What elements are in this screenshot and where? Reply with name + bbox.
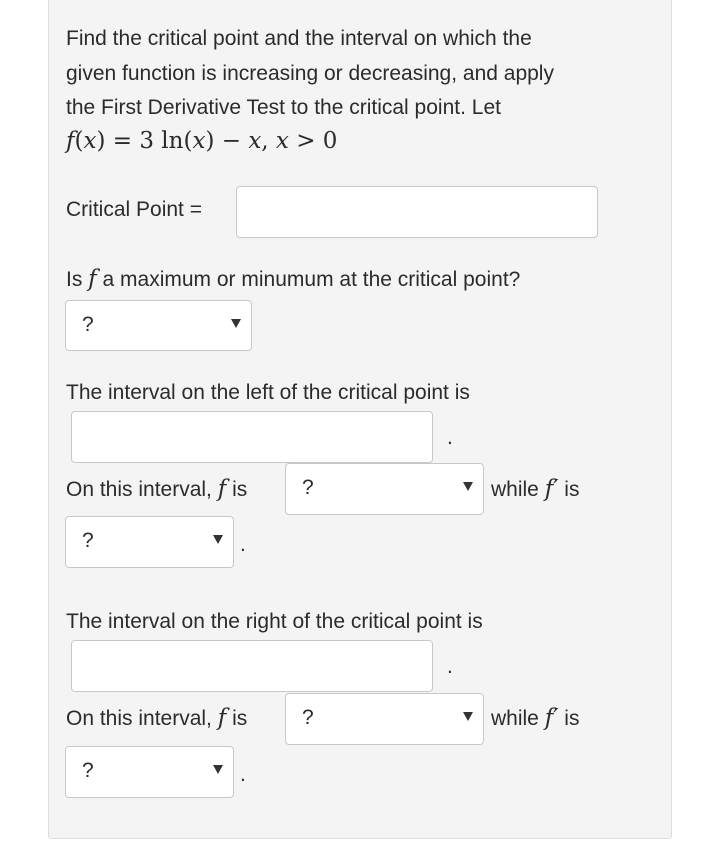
left-interval-period: . — [447, 426, 453, 449]
left-fprime-sign-select[interactable] — [65, 516, 234, 568]
chevron-down-icon — [463, 482, 473, 491]
function-expression — [66, 128, 337, 154]
critical-point-label: Critical Point = — [66, 198, 202, 221]
max-min-selected: ? — [82, 313, 94, 336]
left-f: f — [217, 476, 227, 502]
right-f: f — [217, 705, 227, 731]
right-interval-period: . — [447, 655, 453, 678]
math-x3: x — [248, 128, 262, 154]
chevron-down-icon — [463, 712, 473, 721]
left-fprime-period: . — [240, 533, 246, 556]
math-minus: ) − — [205, 128, 249, 154]
right-f-behavior-selected: ? — [302, 706, 314, 729]
math-gt: > 0 — [288, 128, 338, 154]
math-f: f — [66, 128, 75, 154]
left-while: while — [491, 478, 545, 501]
math-lparen: ( — [74, 128, 84, 154]
intro-line-2: given function is increasing or decreasing, and apply — [66, 62, 554, 85]
right-interval-label: The interval on the right of the critical point is — [66, 610, 483, 633]
right-is2: is — [558, 707, 580, 730]
left-is: is — [226, 478, 248, 501]
right-fprime-sign-selected: ? — [82, 759, 94, 782]
max-min-select[interactable] — [65, 300, 252, 351]
math-comma: , — [261, 128, 276, 154]
left-f-behavior-selected: ? — [302, 476, 314, 499]
right-interval-input[interactable] — [71, 640, 433, 692]
left-on-interval-text — [66, 477, 247, 502]
chevron-down-icon — [213, 765, 223, 774]
right-while: while — [491, 707, 545, 730]
max-min-question — [66, 267, 520, 292]
chevron-down-icon — [213, 535, 223, 544]
left-on-interval: On this interval, — [66, 478, 218, 501]
chevron-down-icon — [231, 319, 241, 328]
right-while-text — [491, 706, 579, 731]
left-fprime-sign-selected: ? — [82, 529, 94, 552]
right-on-interval: On this interval, — [66, 707, 218, 730]
intro-line-1: Find the critical point and the interval on which the — [66, 27, 532, 50]
max-min-suffix: a maximum or minumum at the critical point? — [96, 268, 521, 291]
max-min-f: f — [88, 266, 97, 292]
right-f-behavior-select[interactable] — [285, 693, 484, 745]
critical-point-input[interactable] — [236, 186, 598, 238]
left-is2: is — [558, 478, 580, 501]
right-on-interval-text — [66, 706, 247, 731]
right-fprime: f′ — [544, 705, 559, 731]
left-interval-label: The interval on the left of the critical point is — [66, 381, 470, 404]
math-x: x — [83, 128, 97, 154]
right-fprime-period: . — [240, 763, 246, 786]
left-fprime: f′ — [544, 476, 559, 502]
math-rparen: ) — [96, 128, 106, 154]
intro-line-3: the First Derivative Test to the critical point. Let — [66, 96, 501, 119]
left-while-text — [491, 477, 579, 502]
left-interval-input[interactable] — [71, 411, 433, 463]
math-x2: x — [192, 128, 206, 154]
right-fprime-sign-select[interactable] — [65, 746, 234, 798]
right-is: is — [226, 707, 248, 730]
left-f-behavior-select[interactable] — [285, 463, 484, 515]
math-x4: x — [275, 128, 289, 154]
max-min-prefix: Is — [66, 268, 89, 291]
math-eq: = 3 ln( — [105, 128, 193, 154]
